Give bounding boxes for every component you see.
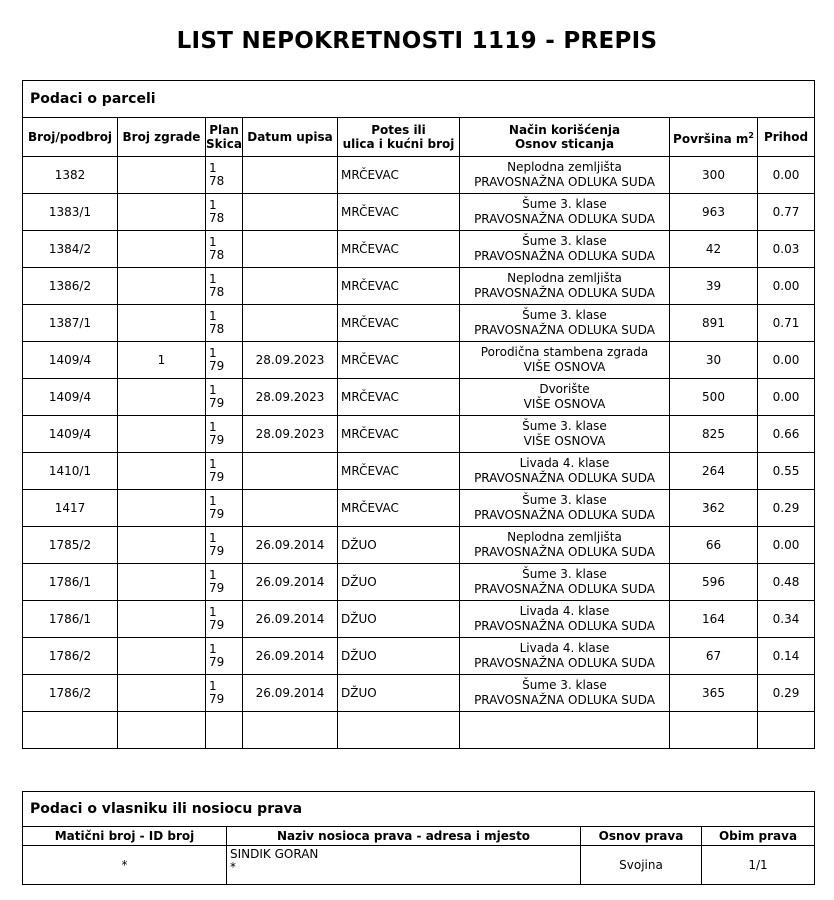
header-obim-prava: Obim prava bbox=[702, 827, 815, 846]
empty-cell bbox=[338, 712, 460, 749]
prihod-cell: 0.34 bbox=[758, 601, 815, 638]
plan-cell bbox=[206, 157, 243, 194]
plan-cell bbox=[206, 453, 243, 490]
owner-rows bbox=[23, 846, 815, 885]
povrsina-cell: 264 bbox=[670, 453, 758, 490]
empty-cell bbox=[243, 712, 338, 749]
nacin-cell bbox=[460, 490, 670, 527]
potes-cell: MRČEVAC bbox=[338, 157, 460, 194]
plan-line1: 1 bbox=[209, 568, 217, 582]
table-row bbox=[23, 527, 815, 564]
plan-cell bbox=[206, 342, 243, 379]
nacin-line: Šume 3. klase bbox=[522, 567, 607, 581]
plan-cell bbox=[206, 638, 243, 675]
osnov-cell: Svojina bbox=[581, 846, 702, 885]
owner-section-header bbox=[23, 792, 815, 827]
plan-line2: 78 bbox=[209, 211, 225, 225]
nacin-cell bbox=[460, 453, 670, 490]
header-datum: Datum upisa bbox=[243, 118, 338, 157]
plan-line1: 1 bbox=[209, 272, 217, 286]
header-povrsina-sup: 2 bbox=[748, 130, 754, 140]
maticni-cell: * bbox=[23, 846, 227, 885]
parcel-table bbox=[22, 80, 815, 749]
plan-line2: 79 bbox=[209, 433, 225, 447]
datum-cell: 26.09.2014 bbox=[243, 675, 338, 712]
header-plan-line2: Skica bbox=[206, 137, 242, 151]
header-nacin-line2: Osnov sticanja bbox=[514, 137, 615, 151]
potes-cell: MRČEVAC bbox=[338, 231, 460, 268]
broj-cell: 1409/4 bbox=[23, 342, 118, 379]
osnov-line: PRAVOSNAŽNA ODLUKA SUDA bbox=[474, 508, 655, 522]
header-broj: Broj/podbroj bbox=[23, 118, 118, 157]
broj-cell: 1409/4 bbox=[23, 416, 118, 453]
plan-line1: 1 bbox=[209, 235, 217, 249]
potes-cell: DŽUO bbox=[338, 564, 460, 601]
plan-line1: 1 bbox=[209, 531, 217, 545]
prihod-cell: 0.55 bbox=[758, 453, 815, 490]
plan-line1: 1 bbox=[209, 642, 217, 656]
plan-cell bbox=[206, 231, 243, 268]
datum-cell bbox=[243, 194, 338, 231]
broj-cell: 1785/2 bbox=[23, 527, 118, 564]
nacin-line: Šume 3. klase bbox=[522, 234, 607, 248]
nacin-line: Neplodna zemljišta bbox=[507, 160, 622, 174]
prihod-cell: 0.29 bbox=[758, 675, 815, 712]
broj-cell: 1786/1 bbox=[23, 564, 118, 601]
table-row bbox=[23, 231, 815, 268]
table-row bbox=[23, 379, 815, 416]
empty-cell bbox=[460, 712, 670, 749]
zgrada-cell bbox=[118, 527, 206, 564]
prihod-cell: 0.00 bbox=[758, 527, 815, 564]
osnov-line: PRAVOSNAŽNA ODLUKA SUDA bbox=[474, 175, 655, 189]
potes-cell: MRČEVAC bbox=[338, 379, 460, 416]
header-potes bbox=[338, 118, 460, 157]
potes-cell: DŽUO bbox=[338, 638, 460, 675]
nacin-cell bbox=[460, 305, 670, 342]
table-row bbox=[23, 305, 815, 342]
header-prihod: Prihod bbox=[758, 118, 815, 157]
nacin-line: Šume 3. klase bbox=[522, 197, 607, 211]
owner-name: SINDIK GORAN bbox=[230, 847, 319, 861]
empty-cell bbox=[23, 712, 118, 749]
povrsina-cell: 42 bbox=[670, 231, 758, 268]
nacin-line: Šume 3. klase bbox=[522, 419, 607, 433]
zgrada-cell bbox=[118, 416, 206, 453]
povrsina-cell: 66 bbox=[670, 527, 758, 564]
nacin-cell bbox=[460, 379, 670, 416]
zgrada-cell bbox=[118, 453, 206, 490]
broj-cell: 1410/1 bbox=[23, 453, 118, 490]
nacin-line: Neplodna zemljišta bbox=[507, 530, 622, 544]
potes-cell: MRČEVAC bbox=[338, 194, 460, 231]
prihod-cell: 0.03 bbox=[758, 231, 815, 268]
broj-cell: 1409/4 bbox=[23, 379, 118, 416]
parcel-rows bbox=[23, 157, 815, 749]
zgrada-cell bbox=[118, 305, 206, 342]
empty-row bbox=[23, 712, 815, 749]
plan-line2: 79 bbox=[209, 655, 225, 669]
page-title: LIST NEPOKRETNOSTI 1119 - PREPIS bbox=[176, 28, 658, 54]
osnov-line: PRAVOSNAŽNA ODLUKA SUDA bbox=[474, 545, 655, 559]
plan-line1: 1 bbox=[209, 346, 217, 360]
potes-cell: MRČEVAC bbox=[338, 268, 460, 305]
osnov-line: PRAVOSNAŽNA ODLUKA SUDA bbox=[474, 249, 655, 263]
plan-cell bbox=[206, 601, 243, 638]
prihod-cell: 0.00 bbox=[758, 268, 815, 305]
datum-cell: 28.09.2023 bbox=[243, 416, 338, 453]
table-row bbox=[23, 490, 815, 527]
datum-cell: 26.09.2014 bbox=[243, 601, 338, 638]
table-row bbox=[23, 342, 815, 379]
povrsina-cell: 67 bbox=[670, 638, 758, 675]
plan-line1: 1 bbox=[209, 420, 217, 434]
nacin-cell bbox=[460, 675, 670, 712]
plan-line2: 78 bbox=[209, 174, 225, 188]
nacin-cell bbox=[460, 268, 670, 305]
povrsina-cell: 300 bbox=[670, 157, 758, 194]
osnov-line: PRAVOSNAŽNA ODLUKA SUDA bbox=[474, 619, 655, 633]
zgrada-cell bbox=[118, 638, 206, 675]
nacin-cell bbox=[460, 342, 670, 379]
empty-cell bbox=[758, 712, 815, 749]
povrsina-cell: 30 bbox=[670, 342, 758, 379]
owner-table bbox=[22, 791, 815, 885]
povrsina-cell: 596 bbox=[670, 564, 758, 601]
povrsina-cell: 891 bbox=[670, 305, 758, 342]
nacin-cell bbox=[460, 638, 670, 675]
nacin-cell bbox=[460, 157, 670, 194]
parcel-section-title: Podaci o parceli bbox=[23, 81, 815, 118]
datum-cell bbox=[243, 490, 338, 527]
povrsina-cell: 164 bbox=[670, 601, 758, 638]
plan-line2: 79 bbox=[209, 507, 225, 521]
broj-cell: 1387/1 bbox=[23, 305, 118, 342]
zgrada-cell bbox=[118, 157, 206, 194]
osnov-line: PRAVOSNAŽNA ODLUKA SUDA bbox=[474, 656, 655, 670]
parcel-column-headers bbox=[23, 118, 815, 157]
nacin-cell bbox=[460, 564, 670, 601]
datum-cell: 26.09.2014 bbox=[243, 564, 338, 601]
datum-cell bbox=[243, 305, 338, 342]
prihod-cell: 0.00 bbox=[758, 379, 815, 416]
header-broj-zgrade: Broj zgrade bbox=[118, 118, 206, 157]
table-row bbox=[23, 157, 815, 194]
potes-cell: MRČEVAC bbox=[338, 453, 460, 490]
table-row bbox=[23, 416, 815, 453]
broj-cell: 1386/2 bbox=[23, 268, 118, 305]
prihod-cell: 0.66 bbox=[758, 416, 815, 453]
header-osnov-prava: Osnov prava bbox=[581, 827, 702, 846]
broj-cell: 1383/1 bbox=[23, 194, 118, 231]
nacin-cell bbox=[460, 231, 670, 268]
plan-line2: 79 bbox=[209, 470, 225, 484]
prihod-cell: 0.14 bbox=[758, 638, 815, 675]
parcel-section-header bbox=[23, 81, 815, 118]
plan-cell bbox=[206, 268, 243, 305]
potes-cell: DŽUO bbox=[338, 601, 460, 638]
prihod-cell: 0.00 bbox=[758, 342, 815, 379]
povrsina-cell: 963 bbox=[670, 194, 758, 231]
plan-line1: 1 bbox=[209, 679, 217, 693]
prihod-cell: 0.29 bbox=[758, 490, 815, 527]
plan-line1: 1 bbox=[209, 309, 217, 323]
nacin-cell bbox=[460, 527, 670, 564]
osnov-line: VIŠE OSNOVA bbox=[523, 434, 606, 448]
nacin-line: Neplodna zemljišta bbox=[507, 271, 622, 285]
plan-cell bbox=[206, 305, 243, 342]
datum-cell: 26.09.2014 bbox=[243, 638, 338, 675]
datum-cell bbox=[243, 157, 338, 194]
nacin-line: Livada 4. klase bbox=[519, 456, 610, 470]
datum-cell: 28.09.2023 bbox=[243, 379, 338, 416]
plan-cell bbox=[206, 194, 243, 231]
naziv-cell bbox=[227, 846, 581, 885]
osnov-line: PRAVOSNAŽNA ODLUKA SUDA bbox=[474, 582, 655, 596]
plan-line2: 78 bbox=[209, 322, 225, 336]
plan-line2: 78 bbox=[209, 285, 225, 299]
header-povrsina bbox=[670, 118, 758, 157]
nacin-cell bbox=[460, 416, 670, 453]
prihod-cell: 0.48 bbox=[758, 564, 815, 601]
plan-line1: 1 bbox=[209, 198, 217, 212]
datum-cell bbox=[243, 453, 338, 490]
plan-line1: 1 bbox=[209, 383, 217, 397]
plan-cell bbox=[206, 564, 243, 601]
plan-line1: 1 bbox=[209, 605, 217, 619]
plan-line2: 79 bbox=[209, 396, 225, 410]
osnov-line: PRAVOSNAŽNA ODLUKA SUDA bbox=[474, 323, 655, 337]
potes-cell: MRČEVAC bbox=[338, 416, 460, 453]
nacin-line: Šume 3. klase bbox=[522, 493, 607, 507]
zgrada-cell bbox=[118, 379, 206, 416]
header-nacin-line1: Način korišćenja bbox=[508, 123, 621, 137]
nacin-cell bbox=[460, 194, 670, 231]
broj-cell: 1786/1 bbox=[23, 601, 118, 638]
nacin-line: Dvorište bbox=[539, 382, 590, 396]
plan-line1: 1 bbox=[209, 161, 217, 175]
plan-cell bbox=[206, 490, 243, 527]
table-row bbox=[23, 638, 815, 675]
datum-cell bbox=[243, 268, 338, 305]
header-potes-line1: Potes ili bbox=[371, 123, 426, 137]
nacin-line: Šume 3. klase bbox=[522, 678, 607, 692]
plan-line1: 1 bbox=[209, 494, 217, 508]
owner-column-headers bbox=[23, 827, 815, 846]
osnov-line: VIŠE OSNOVA bbox=[523, 397, 606, 411]
owner-section-title: Podaci o vlasniku ili nosiocu prava bbox=[23, 792, 815, 827]
broj-cell: 1384/2 bbox=[23, 231, 118, 268]
potes-cell: MRČEVAC bbox=[338, 305, 460, 342]
zgrada-cell bbox=[118, 194, 206, 231]
prihod-cell: 0.00 bbox=[758, 157, 815, 194]
owner-address: * bbox=[230, 860, 236, 874]
zgrada-cell bbox=[118, 675, 206, 712]
table-row bbox=[23, 564, 815, 601]
table-row bbox=[23, 453, 815, 490]
plan-line2: 79 bbox=[209, 692, 225, 706]
potes-cell: DŽUO bbox=[338, 527, 460, 564]
osnov-line: PRAVOSNAŽNA ODLUKA SUDA bbox=[474, 693, 655, 707]
header-naziv: Naziv nosioca prava - adresa i mjesto bbox=[227, 827, 581, 846]
zgrada-cell: 1 bbox=[118, 342, 206, 379]
povrsina-cell: 365 bbox=[670, 675, 758, 712]
zgrada-cell bbox=[118, 268, 206, 305]
table-row bbox=[23, 268, 815, 305]
datum-cell bbox=[243, 231, 338, 268]
zgrada-cell bbox=[118, 490, 206, 527]
header-nacin bbox=[460, 118, 670, 157]
header-plan bbox=[206, 118, 243, 157]
table-row bbox=[23, 675, 815, 712]
empty-cell bbox=[206, 712, 243, 749]
plan-cell bbox=[206, 675, 243, 712]
header-plan-line1: Plan bbox=[209, 123, 239, 137]
prihod-cell: 0.71 bbox=[758, 305, 815, 342]
plan-line2: 79 bbox=[209, 359, 225, 373]
owner-row bbox=[23, 846, 815, 885]
potes-cell: MRČEVAC bbox=[338, 342, 460, 379]
osnov-line: PRAVOSNAŽNA ODLUKA SUDA bbox=[474, 286, 655, 300]
nacin-line: Šume 3. klase bbox=[522, 308, 607, 322]
zgrada-cell bbox=[118, 564, 206, 601]
broj-cell: 1382 bbox=[23, 157, 118, 194]
plan-line2: 79 bbox=[209, 544, 225, 558]
plan-line1: 1 bbox=[209, 457, 217, 471]
povrsina-cell: 39 bbox=[670, 268, 758, 305]
broj-cell: 1786/2 bbox=[23, 675, 118, 712]
header-potes-line2: ulica i kućni broj bbox=[342, 137, 455, 151]
potes-cell: MRČEVAC bbox=[338, 490, 460, 527]
povrsina-cell: 500 bbox=[670, 379, 758, 416]
table-row bbox=[23, 601, 815, 638]
plan-cell bbox=[206, 416, 243, 453]
broj-cell: 1786/2 bbox=[23, 638, 118, 675]
povrsina-cell: 362 bbox=[670, 490, 758, 527]
table-row bbox=[23, 194, 815, 231]
datum-cell: 26.09.2014 bbox=[243, 527, 338, 564]
prihod-cell: 0.77 bbox=[758, 194, 815, 231]
nacin-line: Porodična stambena zgrada bbox=[480, 345, 649, 359]
broj-cell: 1417 bbox=[23, 490, 118, 527]
plan-cell bbox=[206, 379, 243, 416]
datum-cell: 28.09.2023 bbox=[243, 342, 338, 379]
povrsina-cell: 825 bbox=[670, 416, 758, 453]
potes-cell: DŽUO bbox=[338, 675, 460, 712]
nacin-line: Livada 4. klase bbox=[519, 641, 610, 655]
nacin-line: Livada 4. klase bbox=[519, 604, 610, 618]
plan-cell bbox=[206, 527, 243, 564]
obim-cell: 1/1 bbox=[702, 846, 815, 885]
osnov-line: VIŠE OSNOVA bbox=[523, 360, 606, 374]
zgrada-cell bbox=[118, 601, 206, 638]
zgrada-cell bbox=[118, 231, 206, 268]
plan-line2: 78 bbox=[209, 248, 225, 262]
plan-line2: 79 bbox=[209, 581, 225, 595]
osnov-line: PRAVOSNAŽNA ODLUKA SUDA bbox=[474, 212, 655, 226]
header-povrsina-label: Površina m bbox=[673, 131, 749, 146]
empty-cell bbox=[670, 712, 758, 749]
header-maticni: Matični broj - ID broj bbox=[23, 827, 227, 846]
plan-line2: 79 bbox=[209, 618, 225, 632]
osnov-line: PRAVOSNAŽNA ODLUKA SUDA bbox=[474, 471, 655, 485]
empty-cell bbox=[118, 712, 206, 749]
nacin-cell bbox=[460, 601, 670, 638]
